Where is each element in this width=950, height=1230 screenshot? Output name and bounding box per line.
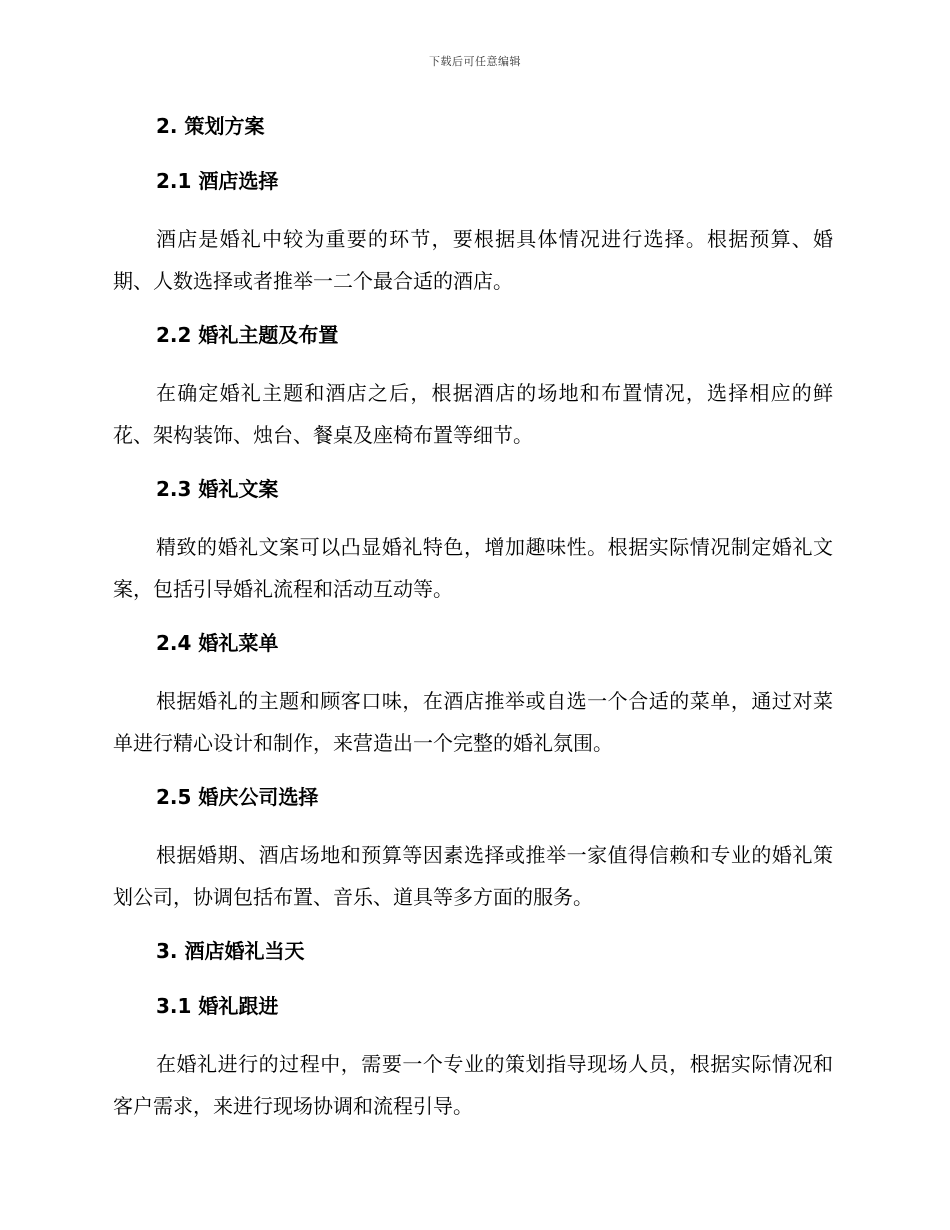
paragraph-2-3: 精致的婚礼文案可以凸显婚礼特色，增加趣味性。根据实际情况制定婚礼文案，包括引导婚礼流程和活动互动等。 [113,535,833,601]
section-heading-2-4: 2.4 婚礼菜单 [156,631,279,655]
paragraph-3-1: 在婚礼进行的过程中，需要一个专业的策划指导现场人员，根据实际情况和客户需求，来进行现场协调和流程引导。 [113,1052,833,1118]
page-header: 下载后可任意编辑 [429,55,521,68]
paragraph-2-4: 根据婚礼的主题和顾客口味，在酒店推举或自选一个合适的菜单，通过对菜单进行精心设计和制作，来营造出一个完整的婚礼氛围。 [113,689,833,755]
paragraph-2-5: 根据婚期、酒店场地和预算等因素选择或推举一家值得信赖和专业的婚礼策划公司，协调包括布置、音乐、道具等多方面的服务。 [113,843,833,909]
paragraph-2-2: 在确定婚礼主题和酒店之后，根据酒店的场地和布置情况，选择相应的鲜花、架构装饰、烛台、餐桌及座椅布置等细节。 [113,381,833,447]
section-heading-2-1: 2.1 酒店选择 [156,169,279,193]
paragraph-2-1: 酒店是婚礼中较为重要的环节，要根据具体情况进行选择。根据预算、婚期、人数选择或者推举一二个最合适的酒店。 [113,227,833,293]
document-body [113,108,833,1142]
section-heading-3: 3. 酒店婚礼当天 [156,939,305,963]
section-heading-2: 2. 策划方案 [156,114,265,138]
section-heading-3-1: 3.1 婚礼跟进 [156,994,279,1018]
section-heading-2-3: 2.3 婚礼文案 [156,477,279,501]
section-heading-2-5: 2.5 婚庆公司选择 [156,785,319,809]
section-heading-2-2: 2.2 婚礼主题及布置 [156,323,339,347]
